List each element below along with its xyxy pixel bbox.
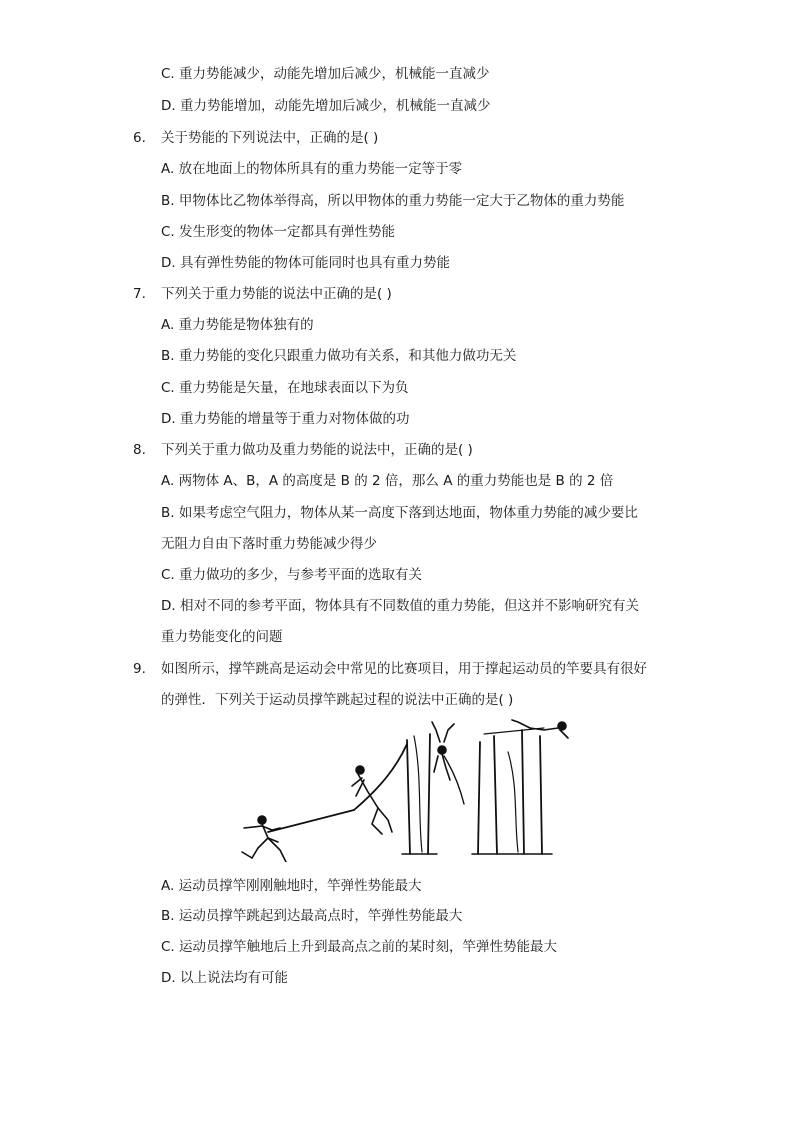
q9-option-b: B. 运动员撑竿跳起到达最高点时，竿弹性势能最大 <box>161 908 463 924</box>
q7-stem: 下列关于重力势能的说法中正确的是( ) <box>161 286 392 302</box>
q8-number: 8. <box>133 442 146 458</box>
q9-option-a: A. 运动员撑竿刚刚触地时，竿弹性势能最大 <box>161 878 422 894</box>
q9-number: 9. <box>133 661 146 677</box>
q7-option-a: A. 重力势能是物体独有的 <box>161 317 314 333</box>
takeoff-figure <box>352 744 407 834</box>
q9-stem-line2: 的弹性．下列关于运动员撑竿跳起过程的说法中正确的是( ) <box>161 692 514 708</box>
q6-option-d: D. 具有弹性势能的物体可能同时也具有重力势能 <box>161 255 450 271</box>
q8-option-b-line2: 无阻力自由下落时重力势能减少得少 <box>161 536 377 552</box>
q9-option-c: C. 运动员撑竿触地后上升到最高点之前的某时刻，竿弹性势能最大 <box>161 939 558 955</box>
runner-figure <box>242 810 354 862</box>
q7-option-d: D. 重力势能的增量等于重力对物体做的功 <box>161 411 410 427</box>
q7-number: 7. <box>133 286 146 302</box>
upright-pair-2 <box>478 728 544 854</box>
q8-option-b-line1: B. 如果考虑空气阻力，物体从某一高度下落到达地面，物体重力势能的减少要比 <box>161 505 638 521</box>
prev-option-d: D. 重力势能增加，动能先增加后减少，机械能一直减少 <box>161 98 491 114</box>
pole-vault-figure <box>222 716 582 862</box>
q9-option-d: D. 以上说法均有可能 <box>161 970 288 986</box>
q8-stem: 下列关于重力做功及重力势能的说法中，正确的是( ) <box>161 442 473 458</box>
q7-option-c: C. 重力势能是矢量，在地球表面以下为负 <box>161 380 409 396</box>
q6-number: 6. <box>133 130 146 146</box>
q9-stem-line1: 如图所示，撑竿跳高是运动会中常见的比赛项目，用于撑起运动员的竿要具有很好 <box>161 661 647 677</box>
q8-option-d-line1: D. 相对不同的参考平面，物体具有不同数值的重力势能，但这并不影响研究有关 <box>161 598 639 614</box>
q6-option-b: B. 甲物体比乙物体举得高，所以甲物体的重力势能一定大于乙物体的重力势能 <box>161 193 625 209</box>
prev-option-c: C. 重力势能减少，动能先增加后减少，机械能一直减少 <box>161 66 490 82</box>
q7-option-b: B. 重力势能的变化只跟重力做功有关系，和其他力做功无关 <box>161 348 517 364</box>
q8-option-d-line2: 重力势能变化的问题 <box>161 629 283 645</box>
q6-stem: 关于势能的下列说法中，正确的是( ) <box>161 130 379 146</box>
q6-option-c: C. 发生形变的物体一定都具有弹性势能 <box>161 224 396 240</box>
q8-option-a: A. 两物体 A、B，A 的高度是 B 的 2 倍，那么 A 的重力势能也是 B 的 2 倍 <box>161 473 614 489</box>
q8-option-c: C. 重力做功的多少，与参考平面的选取有关 <box>161 567 423 583</box>
inverted-vaulter-figure <box>432 722 464 804</box>
q6-option-a: A. 放在地面上的物体所具有的重力势能一定等于零 <box>161 161 463 177</box>
crossbar-vaulter-figure <box>508 720 568 852</box>
upright-pair-1 <box>407 734 430 854</box>
